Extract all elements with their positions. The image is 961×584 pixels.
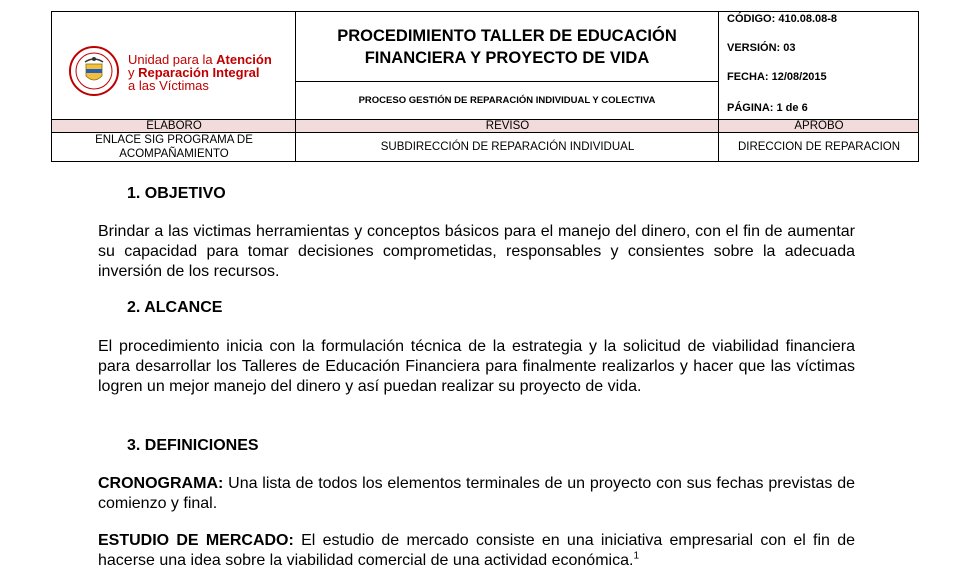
column-divider (295, 119, 296, 161)
definition-term: CRONOGRAMA: (98, 475, 224, 492)
document-date: FECHA: 12/08/2015 (727, 71, 827, 83)
definition-cronograma (98, 474, 855, 514)
definition-text: Una lista de todos los elementos terminales de un proyecto con sus fechas previstas de comienzo y final. (98, 475, 855, 512)
process-name: PROCESO GESTIÓN DE REPARACIÓN INDIVIDUAL Y COLECTIVA (358, 95, 656, 106)
approval-values-row (52, 133, 918, 161)
aprobo-label: APROBO (794, 120, 844, 132)
logo-line1-bold: Atención (216, 52, 272, 67)
section-objetivo-title: 1. OBJETIVO (127, 185, 226, 202)
definition-text: El estudio de mercado consiste en una iniciativa empresarial con el fin de hacerse una idea sobre la viabilidad comercial de una actividad económica. (98, 532, 856, 569)
document-code: CÓDIGO: 410.08.08-8 (727, 13, 838, 25)
document-header-table (51, 11, 919, 162)
elaboro-value: ENLACE SIG PROGRAMA DE ACOMPAÑAMIENTO (95, 134, 253, 160)
logo-text (128, 53, 272, 92)
definition-term: ESTUDIO DE MERCADO: (98, 532, 294, 549)
section-objetivo-text: Brindar a las victimas herramientas y conceptos básicos para el manejo del dinero, con el fin de aumentar su capacidad para tomar decisiones comprometidas, responsables y consientes sobre la adecuada inversión de los recursos. (98, 223, 855, 280)
colombia-seal-icon (69, 46, 119, 96)
approval-header-row (52, 119, 918, 133)
process-cell (296, 82, 719, 119)
logo-cell (52, 12, 296, 119)
definition-estudio-mercado (98, 531, 855, 571)
elaboro-label: ELABORO (146, 120, 202, 132)
document-page: PÁGINA: 1 de 6 (727, 102, 808, 114)
document-version: VERSIÓN: 03 (727, 42, 796, 54)
logo-line2-bold: Reparación Integral (138, 65, 260, 80)
logo-line1-prefix: Unidad para la (128, 52, 217, 67)
aprobo-value: DIRECCION DE REPARACION (737, 141, 901, 153)
logo-line3: a las Víctimas (128, 78, 209, 93)
section-definiciones-title: 3. DEFINICIONES (127, 437, 259, 454)
metadata-cell (719, 12, 919, 119)
document-title: PROCEDIMIENTO TALLER DE EDUCACIÓN FINANCIERA Y PROYECTO DE VIDA (337, 26, 677, 67)
reviso-label: REVISO (485, 120, 530, 132)
footnote-marker[interactable]: 1 (633, 550, 639, 562)
reviso-value: SUBDIRECCIÓN DE REPARACIÓN INDIVIDUAL (380, 141, 635, 153)
section-alcance-title: 2. ALCANCE (127, 299, 223, 316)
logo-line2-prefix: y (128, 65, 139, 80)
section-alcance-text: El procedimiento inicia con la formulación técnica de la estrategia y la solicitud de viabilidad financiera para desarrollar los Talleres de Educación Financiera para finalmente realizarlos y hacer que las víctimas logren un mejor manejo del dinero y así puedan realizar su proyecto de vida. (98, 338, 855, 395)
column-divider (718, 119, 719, 161)
document-title-cell (296, 12, 719, 82)
